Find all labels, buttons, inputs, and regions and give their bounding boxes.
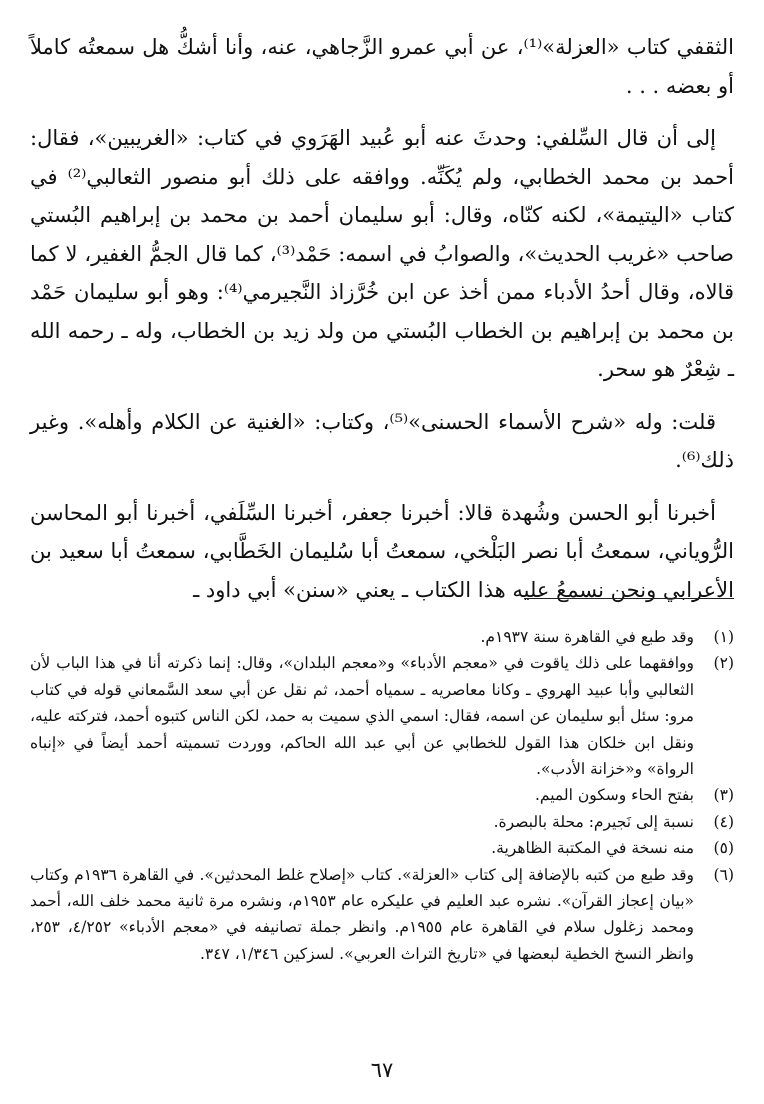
footnote-number: (٦) [713,865,734,884]
footnote-number: (٥) [713,839,734,858]
footnote-number: (٣) [713,786,734,805]
footnotes-list [30,624,734,967]
paragraph: إلى أن قال السِّلفي: وحدثَ عنه أبو عُبيد الهَرَوي في كتاب: «الغريبين»، فقال: أحمد بن محمد الخطابي، ولم يُكَنِّه. ووافقه على ذلك أبو منصور الثعالبي⁽²⁾ في كتاب «اليتيمة»، لكنه كنّاه، وقال: أبو سليمان أحمد بن محمد بن إبراهيم البُستي صاحب «غريب الحديث»، والصوابُ في اسمه: حَمْد⁽³⁾، كما قال الجمُّ الغفير، لا كما قالاه، وقال أحدُ الأدباء ممن أخذ عن ابن خُرَّزاذ النَّجيرمي⁽⁴⁾: وهو أبو سليمان حَمْد بن محمد بن إبراهيم بن الخطاب البُستي من ولد زيد بن الخطاب، وله ـ رحمه الله ـ شِعْرٌ هو سحر. [30,126,734,381]
paragraph: الثقفي كتاب «العزلة»⁽¹⁾، عن أبي عمرو الزَّجاهي، عنه، وأنا أشكُّ هل سمعتُه كاملاً أو بعضه . . . [30,35,734,98]
paragraph: قلت: وله «شرح الأسماء الحسنى»⁽⁵⁾، وكتاب: «الغنية عن الكلام وأهله». وغير ذلك⁽⁶⁾. [30,409,734,472]
footnote-number: (٤) [713,812,734,831]
footnote-text: وقد طبع في القاهرة سنة ١٩٣٧م. [480,628,694,646]
footnote-item [30,835,734,861]
footnote-number: (٢) [713,654,734,673]
footnote-text: ووافقهما على ذلك ياقوت في «معجم الأدباء» و«معجم البلدان»، وقال: إنما ذكرته أنا في هذا الباب لأن الثعالبي وأبا عبيد الهروي ـ وكانا معاصريه ـ سمياه أحمد، ثم نقل عن أبي سعد السَّمعاني قوله في كتاب مرو: سئل أبو سليمان عن اسمه، فقال: اسمي الذي سميت به حمد، لكن الناس كتبوه أحمد، فتركته عليه، ونقل ابن خلكان هذا القول للخطابي عن أبي عبد الله الحاكم، ووردت تسميته أحمد أيضاً في «إنباه الرواة» و«خزانة الأدب». [30,654,694,779]
footnote-item [30,624,734,650]
page-number: ٦٧ [370,1058,394,1082]
main-text [30,28,734,623]
footnote-number: (١) [713,628,734,646]
footnote-text: وقد طبع من كتبه بالإضافة إلى كتاب «العزلة». كتاب «إصلاح غلط المحدثين». في القاهرة ١٩٣٦م وكتاب «بيان إعجاز القرآن». نشره عبد العليم في عليكره عام ١٩٥٣م، ونشره مرة ثانية محمد خلف الله، أحمد ومحمد زغلول سلام في القاهرة عام ١٩٥٥م. وانظر جملة تصانيفه في «معجم الأدباء» ٤/٢٥٢، ٢٥٣، وانظر النسخ الخطية لبعضها في «تاريخ التراث العربي». لسزكين ١/٣٤٦، ٣٤٧. [30,865,695,963]
footnote-item [30,809,734,835]
footnote-item [30,650,734,782]
footnote-item [30,782,734,808]
footnote-text: نسبة إلى نَجيرم: محلة بالبصرة. [493,812,694,831]
paragraph: أخبرنا أبو الحسن وشُهدة قالا: أخبرنا جعفر، أخبرنا السِّلَفي، أخبرنا أبو المحاسن الرُّوياني، سمعتُ أبا نصر البَلْخي، سمعتُ أبا سُليمان الخَطَّابي، سمعتُ أبا سعيد بن الأعرابي ونحن نسمعُ عليه هذا الكتاب ـ يعني «سنن» أبي داود ـ [30,500,734,602]
footnote-divider [524,598,734,599]
footnote-text: بفتح الحاء وسكون الميم. [535,786,694,805]
footnote-text: منه نسخة في المكتبة الظاهرية. [491,839,694,858]
footnote-item [30,862,734,968]
